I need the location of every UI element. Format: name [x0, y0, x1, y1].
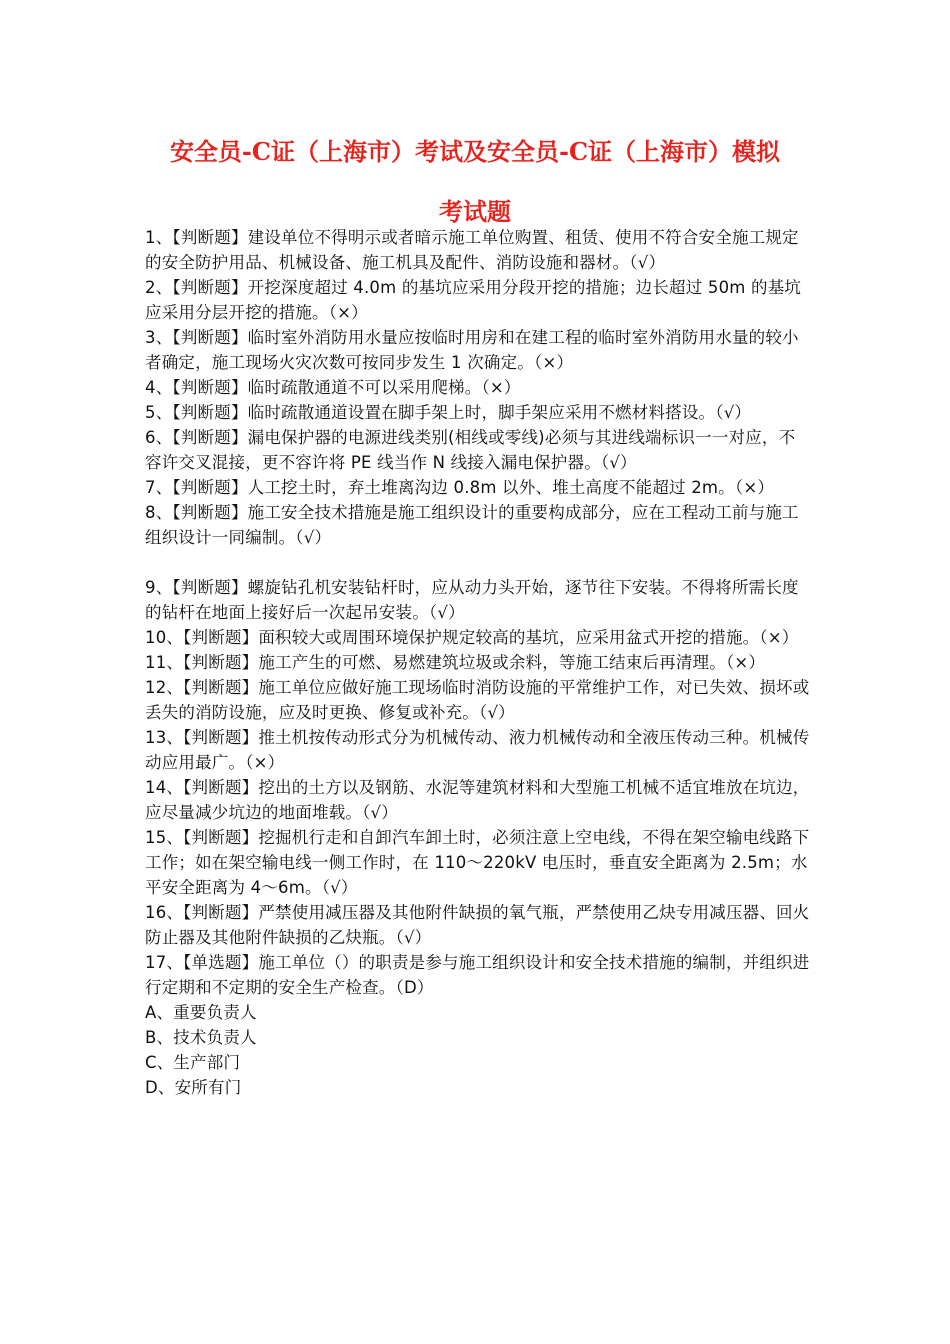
- question-item: 11、【判断题】施工产生的可燃、易燃建筑垃圾或余料，等施工结束后再清理。（×）: [145, 653, 766, 672]
- question-item: 14、【判断题】挖出的土方以及钢筋、水泥等建筑材料和大型施工机械不适宜堆放在坑边，应尽量减少坑边的地面堆载。（√）: [145, 778, 810, 822]
- question-item: 15、【判断题】挖掘机行走和自卸汽车卸土时，必须注意上空电线，不得在架空输电线路下工作；如在架空输电线一侧工作时，在 110～220kV 电压时，垂直安全距离为 2.5m；水平安全距离为 4～6m。（√）: [145, 828, 810, 897]
- question-item: 13、【判断题】推土机按传动形式分为机械传动、液力机械传动和全液压传动三种。机械传动应用最广。（×）: [145, 728, 810, 772]
- title-line-1: 安全员-C证（上海市）考试及安全员-C证（上海市）模拟: [169, 137, 781, 166]
- answer-option: B、技术负责人: [145, 1028, 257, 1047]
- question-item: 3、【判断题】临时室外消防用水量应按临时用房和在建工程的临时室外消防用水量的较小者确定，施工现场火灾次数可按同步发生 1 次确定。（×）: [145, 328, 799, 372]
- question-item: 4、【判断题】临时疏散通道不可以采用爬梯。（×）: [145, 378, 521, 397]
- answer-option: C、生产部门: [145, 1053, 241, 1072]
- question-item: 9、【判断题】螺旋钻孔机安装钻杆时，应从动力头开始，逐节往下安装。不得将所需长度的钻杆在地面上接好后一次起吊安装。（√）: [145, 578, 799, 622]
- question-item: 17、【单选题】施工单位（）的职责是参与施工组织设计和安全技术措施的编制，并组织进行定期和不定期的安全生产检查。（D）: [145, 953, 810, 997]
- question-item: 2、【判断题】开挖深度超过 4.0m 的基坑应采用分段开挖的措施；边长超过 50m 的基坑应采用分层开挖的措施。（×）: [145, 278, 802, 322]
- answer-option: A、重要负责人: [145, 1003, 257, 1022]
- document-title: [120, 122, 830, 242]
- question-item: 10、【判断题】面积较大或周围环境保护规定较高的基坑，应采用盆式开挖的措施。（×）: [145, 628, 799, 647]
- question-item: 12、【判断题】施工单位应做好施工现场临时消防设施的平常维护工作，对已失效、损坏或丢失的消防设施，应及时更换、修复或补充。（√）: [145, 678, 810, 722]
- question-item: 5、【判断题】临时疏散通道设置在脚手架上时，脚手架应采用不燃材料搭设。（√）: [145, 403, 752, 422]
- title-line-2: 考试题: [439, 197, 511, 226]
- answer-option: D、安所有门: [145, 1078, 242, 1097]
- question-item: 16、【判断题】严禁使用减压器及其他附件缺损的氧气瓶，严禁使用乙炔专用减压器、回火防止器及其他附件缺损的乙炔瓶。（√）: [145, 903, 810, 947]
- question-item: 1、【判断题】建设单位不得明示或者暗示施工单位购置、租赁、使用不符合安全施工规定的安全防护用品、机械设备、施工机具及配件、消防设施和器材。（√）: [145, 228, 799, 272]
- question-item: 7、【判断题】人工挖土时，弃土堆离沟边 0.8m 以外、堆土高度不能超过 2m。（×）: [145, 478, 775, 497]
- question-item: 8、【判断题】施工安全技术措施是施工组织设计的重要构成部分，应在工程动工前与施工组织设计一同编制。（√）: [145, 503, 799, 547]
- question-list: [145, 225, 810, 1100]
- question-item: 6、【判断题】漏电保护器的电源进线类别(相线或零线)必须与其进线端标识一一对应，不容许交叉混接，更不容许将 PE 线当作 N 线接入漏电保护器。（√）: [145, 428, 796, 472]
